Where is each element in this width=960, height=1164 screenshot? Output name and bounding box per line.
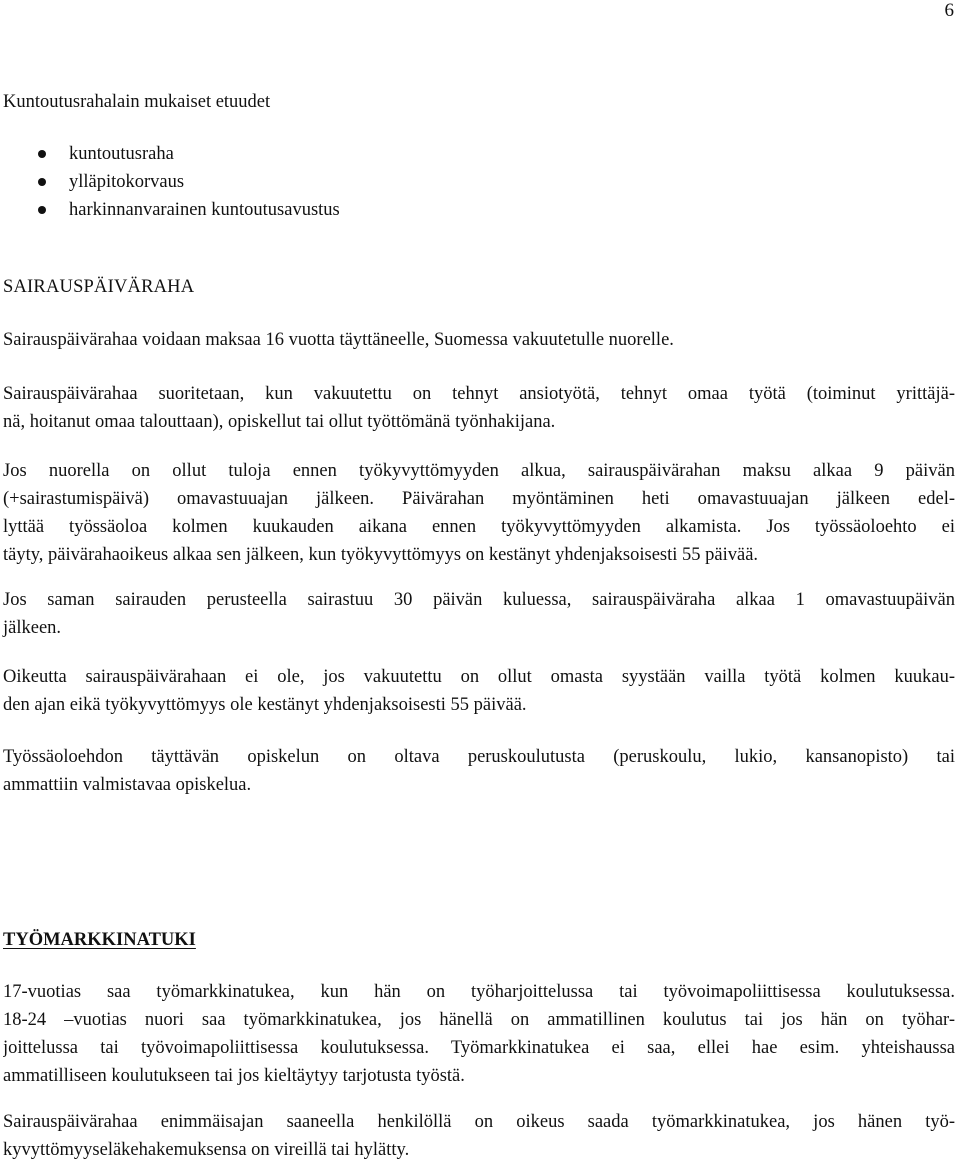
paragraph (3, 978, 955, 1090)
paragraph-line: 18-24 –vuotias nuori saa työmarkkinatukea, jos hänellä on ammatillinen koulutus tai jos hän on työhar- (3, 1010, 955, 1030)
heading-sairauspaivaraha (3, 273, 955, 301)
paragraph (3, 326, 955, 354)
list-item (38, 168, 340, 196)
paragraph (3, 1108, 955, 1164)
bullet-icon (38, 178, 46, 186)
heading-tyomarkkinatuki (3, 926, 955, 954)
paragraph (3, 663, 955, 719)
section-title-text: Kuntoutusrahalain mukaiset etuudet (3, 92, 271, 112)
section-title (3, 88, 955, 116)
benefit-list (38, 140, 340, 224)
heading-text: TYÖMARKKINATUKI (3, 930, 196, 950)
paragraph-line: Sairauspäivärahaa voidaan maksaa 16 vuotta täyttäneelle, Suomessa vakuutetulle nuorelle. (3, 330, 674, 350)
paragraph-line: Jos saman sairauden perusteella sairastuu 30 päivän kuluessa, sairauspäiväraha alkaa 1 omavastuupäivän (3, 590, 955, 610)
paragraph (3, 743, 955, 799)
paragraph-line: Jos nuorella on ollut tuloja ennen työkyvyttömyyden alkua, sairauspäivärahan maksu alkaa 9 päivän (3, 461, 955, 481)
paragraph (3, 380, 955, 436)
list-item-text: kuntoutusraha (69, 144, 174, 164)
paragraph-line: nä, hoitanut omaa talouttaan), opiskellut tai ollut työttömänä työnhakijana. (3, 412, 556, 432)
bullet-icon (38, 206, 46, 214)
bullet-icon (38, 150, 46, 158)
list-item (38, 140, 340, 168)
paragraph-line: (+sairastumispäivä) omavastuuajan jälkeen. Päivärahan myöntäminen heti omavastuuajan jälkeen edel- (3, 489, 955, 509)
paragraph-line: kyvyttömyyseläkehakemuksensa on vireillä tai hylätty. (3, 1140, 410, 1160)
paragraph (3, 457, 955, 569)
page-number: 6 (944, 0, 954, 21)
paragraph-line: Sairauspäivärahaa enimmäisajan saaneella henkilöllä on oikeus saada työmarkkinatukea, jos hänen työ- (3, 1112, 955, 1132)
paragraph-line: Oikeutta sairauspäivärahaan ei ole, jos vakuutettu on ollut omasta syystään vailla työtä kolmen kuukau- (3, 667, 955, 687)
paragraph (3, 586, 955, 642)
paragraph-line: lyttää työssäoloa kolmen kuukauden aikana ennen työkyvyttömyyden alkamista. Jos työssäoloehto ei (3, 517, 955, 537)
paragraph-line: 17-vuotias saa työmarkkinatukea, kun hän on työharjoittelussa tai työvoimapoliittisessa koulutuksessa. (3, 982, 955, 1002)
list-item-text: ylläpitokorvaus (69, 172, 185, 192)
heading-text: SAIRAUSPÄIVÄRAHA (3, 277, 195, 297)
list-item-text: harkinnanvarainen kuntoutusavustus (69, 200, 340, 220)
paragraph-line: den ajan eikä työkyvyttömyys ole kestänyt yhdenjaksoisesti 55 päivää. (3, 695, 527, 715)
paragraph-line: täyty, päivärahaoikeus alkaa sen jälkeen, kun työkyvyttömyys on kestänyt yhdenjaksoisesti 55 päivää. (3, 545, 759, 565)
paragraph-line: ammatilliseen koulutukseen tai jos kieltäytyy tarjotusta työstä. (3, 1066, 465, 1086)
paragraph-line: jälkeen. (3, 618, 62, 638)
paragraph-line: ammattiin valmistavaa opiskelua. (3, 775, 252, 795)
list-item (38, 196, 340, 224)
paragraph-line: Työssäoloehdon täyttävän opiskelun on oltava peruskoulutusta (peruskoulu, lukio, kansanopisto) tai (3, 747, 955, 767)
paragraph-line: Sairauspäivärahaa suoritetaan, kun vakuutettu on tehnyt ansiotyötä, tehnyt omaa työtä (toiminut yrittäjä- (3, 384, 955, 404)
paragraph-line: joittelussa tai työvoimapoliittisessa koulutuksessa. Työmarkkinatukea ei saa, ellei hae esim. yhteishaussa (3, 1038, 955, 1058)
